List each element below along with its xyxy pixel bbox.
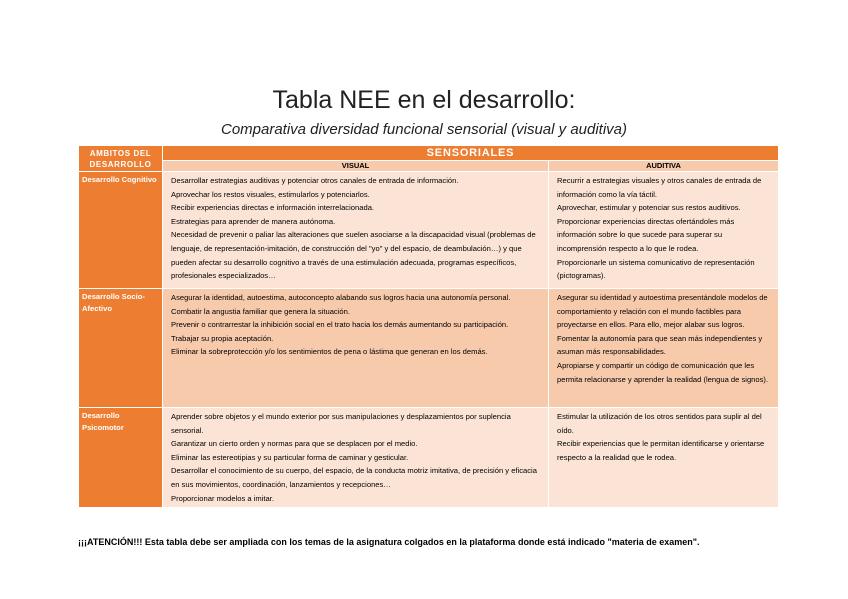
cell-visual-socioafectivo [163, 289, 549, 408]
list-item: Combatir la angustia familiar que genera la situación. [171, 306, 350, 316]
list-item: Asegurar la identidad, autoestima, autoconcepto alabando sus logros hacia una autonomía personal. [171, 293, 511, 302]
list-item: Eliminar las estereotipias y su particular forma de caminar y gesticular. [171, 452, 409, 462]
list-item: Proporcionar experiencias directas ofertándoles más información sobre lo que sucede para superar su incomprensión respecto a lo que le rodea. [557, 216, 735, 253]
list-item: Recurrir a estrategias visuales y otros canales de entrada de información como la vía táctil. [557, 176, 762, 199]
list-item: Estrategias para aprender de manera autónoma. [171, 216, 336, 226]
list-item: Estimular la utilización de los otros sentidos para suplir al del oído. [557, 412, 762, 435]
page-subtitle: Comparativa diversidad funcional sensorial (visual y auditiva) [220, 121, 628, 138]
row-label-socioafectivo: Desarrollo Socio-Afectivo [79, 289, 163, 408]
list-item: Proporcionarle un sistema comunicativo de representación (pictogramas). [557, 257, 755, 281]
page-title: Tabla NEE en el desarrollo: [272, 86, 576, 114]
list-item: Asegurar su identidad y autoestima presentándole modelos de comportamiento y relación con el mundo factibles para proyectarse en ellos. Para ello, mejor alabar sus logros. [557, 293, 768, 330]
table-row [79, 408, 779, 508]
list-item: Desarrollar estrategias auditivas y potenciar otros canales de entrada de información. [171, 176, 459, 185]
header-auditiva: AUDITIVA [549, 161, 779, 172]
list-item: Prevenir o contrarrestar la inhibición social en el trato hacia los demás aumentando su participación. [171, 320, 509, 330]
list-item: Desarrollar el conocimiento de su cuerpo, del espacio, de la conducta motriz imitativa, de precisión y eficacia en sus movimientos, coordinación, lanzamientos y recepciones… [171, 466, 537, 489]
row-label-cognitivo: Desarrollo Cognitivo [79, 172, 163, 289]
header-sensoriales: SENSORIALES [163, 146, 779, 161]
list-item: Trabajar su propia aceptación. [171, 333, 274, 343]
header-ambitos: AMBITOS DEL DESARROLLO [79, 146, 163, 172]
list-item: Fomentar la autonomía para que sean más independientes y asuman más responsabilidades. [557, 333, 763, 357]
cell-auditiva-cognitivo [549, 172, 779, 289]
attention-note: ¡¡¡ATENCIÓN!!! Esta tabla debe ser ampliada con los temas de la asignatura colgados en la plataforma donde está indicado "materia de examen". [78, 537, 700, 547]
header-visual: VISUAL [163, 161, 549, 172]
list-item: Garantizar un cierto orden y normas para que se desplacen por el medio. [171, 439, 418, 449]
list-item: Recibir experiencias directas e información interrelacionada. [171, 203, 375, 213]
cell-visual-psicomotor [163, 408, 549, 508]
cell-auditiva-psicomotor [549, 408, 779, 508]
cell-auditiva-socioafectivo [549, 289, 779, 408]
list-item: Necesidad de prevenir o paliar las alteraciones que suelen asociarse a la discapacidad visual (problemas de lenguaje, de representación-imitación, de construcción del "yo" y del espacio, de deambulación…) y que pueden afectar su desarrollo cognitivo a través de una estimulación adecuada, programas específicos, profesionales especializados… [171, 230, 536, 281]
list-item: Aprender sobre objetos y el mundo exterior por sus manipulaciones y desplazamientos por suplencia sensorial. [171, 412, 511, 435]
list-item: Proporcionar modelos a imitar. [171, 493, 274, 503]
nee-table [78, 145, 779, 508]
cell-visual-cognitivo [163, 172, 549, 289]
table-row [79, 289, 779, 408]
list-item: Apropiarse y compartir un código de comunicación que les permita relacionarse y aprender la realidad (lengua de signos). [557, 360, 769, 384]
list-item: Aprovechar, estimular y potenciar sus restos auditivos. [557, 203, 741, 213]
list-item: Eliminar la sobreprotección y/o los sentimientos de pena o lástima que generan en los demás. [171, 347, 488, 357]
row-label-psicomotor: Desarrollo Psicomotor [79, 408, 163, 508]
list-item: Aprovechar los restos visuales, estimularlos y potenciarlos. [171, 189, 370, 199]
list-item: Recibir experiencias que le permitan identificarse y orientarse respecto a la realidad que le rodea. [557, 439, 765, 462]
table-row [79, 172, 779, 289]
